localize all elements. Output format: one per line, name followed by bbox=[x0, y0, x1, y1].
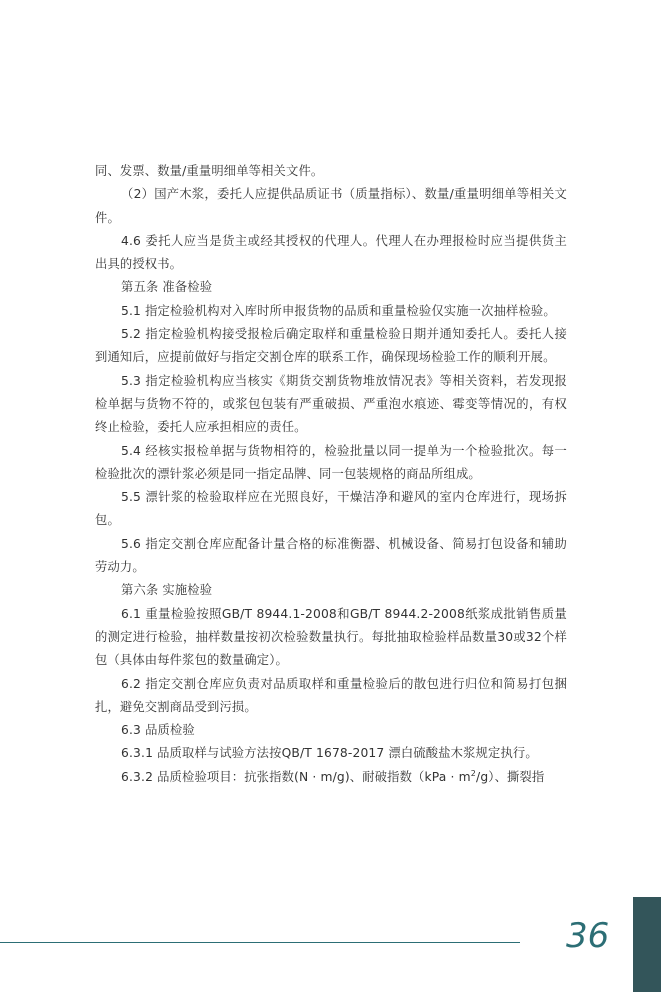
paragraph: 5.4 经核实报检单据与货物相符的，检验批量以同一提单为一个检验批次。每一检验批次的漂针浆必须是同一指定品牌、同一包装规格的商品所组成。 bbox=[95, 443, 567, 481]
subsection-heading: 6.3 品质检验 bbox=[121, 723, 195, 738]
superscript: 2 bbox=[470, 768, 477, 778]
page-number: 36 bbox=[566, 916, 610, 956]
text-segment: /g）、撕裂指 bbox=[476, 769, 545, 784]
paragraph: 5.6 指定交割仓库应配备计量合格的标准衡器、机械设备、简易打包设备和辅助劳动力。 bbox=[95, 536, 567, 575]
paragraph: 同、发票、数量/重量明细单等相关文件。 bbox=[95, 164, 324, 178]
side-tab-decoration bbox=[633, 897, 661, 992]
paragraph bbox=[95, 766, 567, 789]
section-heading: 第五条 准备检验 bbox=[121, 280, 213, 295]
footer-divider bbox=[0, 942, 520, 943]
paragraph: 5.3 指定检验机构应当核实《期货交割货物堆放情况表》等相关资料，若发现报检单据与货物不符的，或浆包包装有严重破损、严重泡水痕迹、霉变等情况的，有权终止检验，委托人应承担相应的责任。 bbox=[95, 373, 567, 435]
paragraph: 5.2 指定检验机构接受报检后确定取样和重量检验日期并通知委托人。委托人接到通知后，应提前做好与指定交割仓库的联系工作，确保现场检验工作的顺利开展。 bbox=[95, 327, 567, 365]
document-body bbox=[95, 160, 567, 789]
paragraph: 5.1 指定检验机构对入库时所申报货物的品质和重量检验仅实施一次抽样检验。 bbox=[121, 303, 556, 318]
paragraph: 6.1 重量检验按照GB/T 8944.1-2008和GB/T 8944.2-2008纸浆成批销售质量的测定进行检验，抽样数量按初次检验数量执行。每批抽取检验样品数量30或32个样包（具体由每件浆包的数量确定）。 bbox=[95, 606, 567, 668]
paragraph: 5.5 漂针浆的检验取样应在光照良好，干燥洁净和避风的室内仓库进行，现场拆包。 bbox=[95, 490, 567, 528]
paragraph: 6.2 指定交割仓库应负责对品质取样和重量检验后的散包进行归位和简易打包捆扎，避免交割商品受到污损。 bbox=[95, 676, 567, 714]
text-segment: 6.3.2 品质检验项目：抗张指数(N · m/g)、耐破指数（kPa · m bbox=[121, 769, 471, 784]
paragraph: （2）国产木浆，委托人应提供品质证书（质量指标）、数量/重量明细单等相关文件。 bbox=[95, 187, 567, 225]
paragraph: 6.3.1 品质取样与试验方法按QB/T 1678-2017 漂白硫酸盐木浆规定执行。 bbox=[121, 746, 538, 761]
paragraph: 4.6 委托人应当是货主或经其授权的代理人。代理人在办理报检时应当提供货主出具的授权书。 bbox=[95, 233, 567, 272]
section-heading: 第六条 实施检验 bbox=[121, 583, 213, 598]
